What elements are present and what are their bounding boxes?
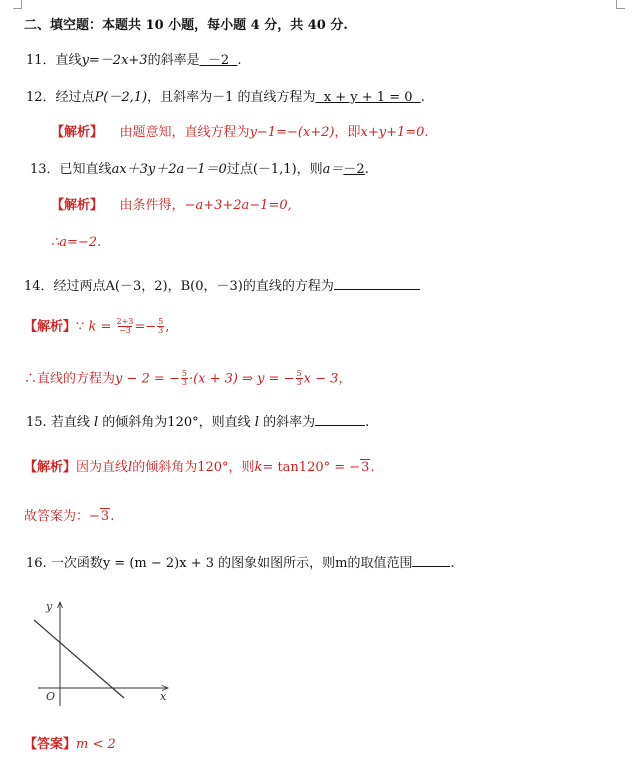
graph-x-label: x <box>160 690 167 703</box>
q15-pre: 若直线 <box>50 415 90 430</box>
q15-solution-mid: 的倾斜角为120°，则 <box>132 460 255 475</box>
q12-solution-tag: 【解析】 <box>51 125 104 140</box>
q15-post: 的斜率为 <box>263 415 316 430</box>
question-16 <box>26 556 455 570</box>
q15-final-neg: − <box>89 509 100 524</box>
q15-solution-end: . <box>370 460 375 475</box>
q14-line-c: x − 3， <box>303 371 352 387</box>
q14-answer-blank <box>334 279 420 290</box>
q14-end: , <box>165 319 170 335</box>
q14-therefore: ∴ <box>24 371 38 387</box>
q13-solution-tag: 【解析】 <box>51 198 104 213</box>
corner-mark-top-right <box>616 0 625 9</box>
q14-fraction-1: $\frac{2+3}{-3}$ <box>116 317 134 336</box>
q14-line-b: ·(x + 3) ⇒ y = − <box>188 371 295 387</box>
q14-fraction-2: $\frac{5}{3}$ <box>158 317 164 336</box>
q14-k: k = <box>88 319 112 335</box>
q13-solution-eq: −a+3+2a−1=0, <box>184 198 292 213</box>
q16-number: 16. <box>26 556 47 571</box>
q14-line-text: 直线的方程为 <box>37 371 116 387</box>
q15-solution-sqrt: 3 <box>361 460 370 475</box>
q12-number: 12． <box>26 90 56 105</box>
q12-point: P(－2,1) <box>94 90 148 105</box>
q13-answer: －2 <box>343 162 365 177</box>
corner-mark-top-left <box>13 0 22 9</box>
q11-mid: 的斜率是 <box>147 53 200 68</box>
q13-number: 13． <box>30 162 60 177</box>
q12-solution-result: x+y+1=0. <box>360 125 429 140</box>
q16-answer-tag: 【答案】 <box>24 737 77 752</box>
q12-end: . <box>420 90 425 105</box>
q16-answer <box>24 738 116 751</box>
q14-number: 14． <box>24 279 54 294</box>
question-14 <box>24 279 420 293</box>
q12-solution-sep: ，即 <box>334 125 361 140</box>
q13-solution <box>51 199 292 212</box>
q16-graph <box>30 596 180 708</box>
q14-solution-line2 <box>24 370 351 388</box>
question-15 <box>26 415 369 429</box>
q15-solution-tag: 【解析】 <box>24 460 77 475</box>
q14-because: ∵ <box>76 319 85 335</box>
q13-solution-text: 由条件得， <box>119 198 185 213</box>
q15-solution-k: k <box>254 460 263 475</box>
question-11 <box>26 54 242 67</box>
q14-eq: =− <box>134 319 157 335</box>
q16-end: . <box>450 556 455 571</box>
q14-solution <box>24 318 169 336</box>
graph-y-label: y <box>46 600 53 613</box>
q11-pre: 直线 <box>55 53 82 68</box>
q11-answer: －2 <box>207 53 230 68</box>
q15-mid: 的倾斜角为120°，则直线 <box>102 415 251 430</box>
q12-solution-text: 由题意知，直线方程为 <box>119 125 250 140</box>
q15-solution-pre: 因为直线 <box>76 460 129 475</box>
q14-line-fraction-2: $\frac{5}{3}$ <box>296 369 302 388</box>
q12-solution-eq: y−1=−(x+2) <box>249 125 335 140</box>
q15-final-end: . <box>110 509 115 524</box>
q15-number: 15. <box>26 415 47 430</box>
graph-function-line <box>34 620 124 698</box>
q11-number: 11． <box>26 53 56 68</box>
q12-answer: x + y + 1 = 0 <box>323 90 413 105</box>
question-13 <box>30 163 369 176</box>
q15-final-text: 故答案为： <box>24 509 90 524</box>
q13-equation: ax＋3y＋2a－1＝0 <box>111 162 227 177</box>
q11-equation: y=－2x+3 <box>81 53 148 68</box>
q14-line-a: y − 2 = − <box>115 371 180 387</box>
q13-var: a＝ <box>322 162 344 177</box>
q13-end: . <box>364 162 369 177</box>
q14-solution-tag: 【解析】 <box>24 319 77 335</box>
q15-solution-l: l <box>128 460 133 475</box>
q15-solution <box>24 461 375 474</box>
q15-solution-eq: = tan120° = − <box>262 460 361 475</box>
q15-answer-blank <box>315 415 365 426</box>
graph-origin-label: O <box>46 690 56 703</box>
q15-end: . <box>365 415 370 430</box>
q11-end: . <box>237 53 242 68</box>
q14-text: 经过两点A(－3，2)，B(0，－3)的直线的方程为 <box>53 279 334 294</box>
q15-l: l <box>93 415 99 430</box>
q16-answer-blank <box>412 556 450 567</box>
q12-mid: ，且斜率为－1 的直线方程为 <box>147 90 316 105</box>
q14-line-fraction-1: $\frac{5}{3}$ <box>181 369 187 388</box>
q12-pre: 经过点 <box>55 90 95 105</box>
q16-answer-text: m < 2 <box>76 737 116 752</box>
q15-l2: l <box>254 415 259 430</box>
q15-final-answer <box>24 510 114 523</box>
q12-solution <box>51 126 429 139</box>
q16-text: 一次函数y = (m − 2)x + 3 的图象如图所示，则m的取值范围 <box>50 556 413 571</box>
q13-solution-line2: ∴a=−2. <box>51 235 102 250</box>
section-heading: 二、填空题：本题共 10 小题，每小题 4 分，共 40 分. <box>24 18 348 33</box>
q13-mid: 过点(－1,1)，则 <box>226 162 323 177</box>
q13-pre: 已知直线 <box>59 162 112 177</box>
question-12 <box>26 91 425 104</box>
q15-final-sqrt: 3 <box>100 509 110 524</box>
